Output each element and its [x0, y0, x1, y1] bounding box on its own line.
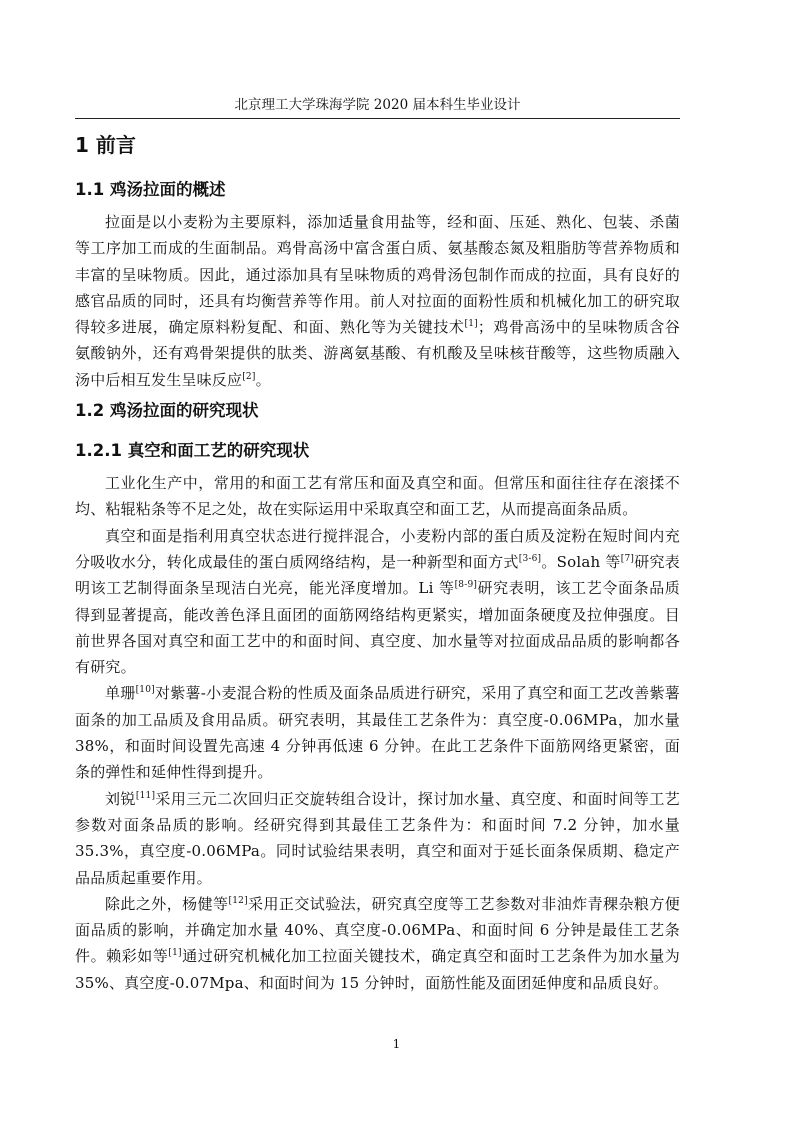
section-heading-1-2: 1.2 鸡汤拉面的研究现状 [75, 401, 259, 421]
paragraph-6: 除此之外，杨健等[12]采用正交试验法，研究真空度等工艺参数对非油炸青稞杂粮方便面品质的影响，并确定加水量 40%、真空度-0.06MPa、和面时间 6 分钟是最佳工艺条件。赖彩如等[1]通过研究机械化加工拉面关键技术，确定真空和面时工艺条件为加水量为 35%、真空度-0.07Mpa、和面时间为 15 分钟时，面筋性能及面团延伸度和品质良好。 [75, 894, 681, 992]
paragraph-2: 工业化生产中，常用的和面工艺有常压和面及真空和面。但常压和面往往存在滚揉不均、粘辊粘条等不足之处，故在实际运用中采取真空和面工艺，从而提高面条品质。 [75, 474, 680, 519]
citation: [1] [168, 948, 182, 959]
citation: [8-9] [454, 580, 478, 591]
section-heading-1-1: 1.1 鸡汤拉面的概述 [75, 180, 226, 199]
paragraph-3: 真空和面是指利用真空状态进行搅拌混合，小麦粉内部的蛋白质及淀粉在短时间内充分吸收水分，转化成最佳的蛋白质网络结构，是一种新型和面方式[3-6]。Solah 等[7]研究表明该工艺制得面条呈现洁白光亮，能光泽度增加。Li 等[8-9]研究表明，该工艺令面条品质得到显著提高，能改善色泽且面团的面筋网络结构更紧实，增加面条硬度及拉伸强度。目前世界各国对真空和面工艺中的和面时间、真空度、加水量等对拉面成品品质的影响都各有研究。 [75, 526, 680, 677]
citation: [7] [620, 553, 635, 564]
paragraph-5: 刘锐[11]采用三元二次回归正交旋转组合设计，探讨加水量、真空度、和面时间等工艺参数对面条品质的影响。经研究得到其最佳工艺条件为：和面时间 7.2 分钟，加水量 35.3%，真空度-0.06MPa。同时试验结果表明，真空和面对于延长面条保质期、稳定产品品质起重要作用。 [75, 789, 680, 887]
citation: [2] [242, 371, 256, 382]
page-body [75, 128, 680, 996]
citation: [11] [135, 790, 156, 801]
section-heading-1-2-1: 1.2.1 真空和面工艺的研究现状 [75, 441, 310, 461]
header-rule [75, 118, 680, 119]
paragraph-4: 单珊[10]对紫薯-小麦混合粉的性质及面条品质进行研究，采用了真空和面工艺改善紫薯面条的加工品质及食用品质。研究表明，其最佳工艺条件为：真空度-0.06MPa，加水量 38%，和面时间设置先高速 4 分钟再低速 6 分钟。在此工艺条件下面筋网络更紧密，面条的弹性和延伸性得到提升。 [75, 684, 680, 782]
citation: [3-6] [518, 553, 542, 564]
page-header: 北京理工大学珠海学院 2020 届本科生毕业设计 [234, 97, 521, 113]
citation: [10] [135, 685, 155, 696]
section-heading-1: 1 前言 [75, 133, 136, 157]
paragraph-1: 拉面是以小麦粉为主要原料，添加适量食用盐等，经和面、压延、熟化、包装、杀菌等工序加工而成的生面制品。鸡骨高汤中富含蛋白质、氨基酸态氮及粗脂肪等营养物质和丰富的呈味物质。因此，通过添加具有呈味物质的鸡骨汤包制作而成的拉面，具有良好的感官品质的同时，还具有均衡营养等作用。前人对拉面的面粉性质和机械化加工的研究取得较多进展，确定原料粉复配、和面、熟化等为关键技术[1]；鸡骨高汤中的呈味物质含谷氨酸钠外，还有鸡骨架提供的肽类、游离氨基酸、有机酸及呈味核苷酸等，这些物质融入汤中后相互发生呈味反应[2]。 [75, 213, 680, 389]
citation: [1] [464, 319, 478, 330]
page-number: 1 [392, 1037, 401, 1051]
citation: [12] [228, 895, 248, 906]
